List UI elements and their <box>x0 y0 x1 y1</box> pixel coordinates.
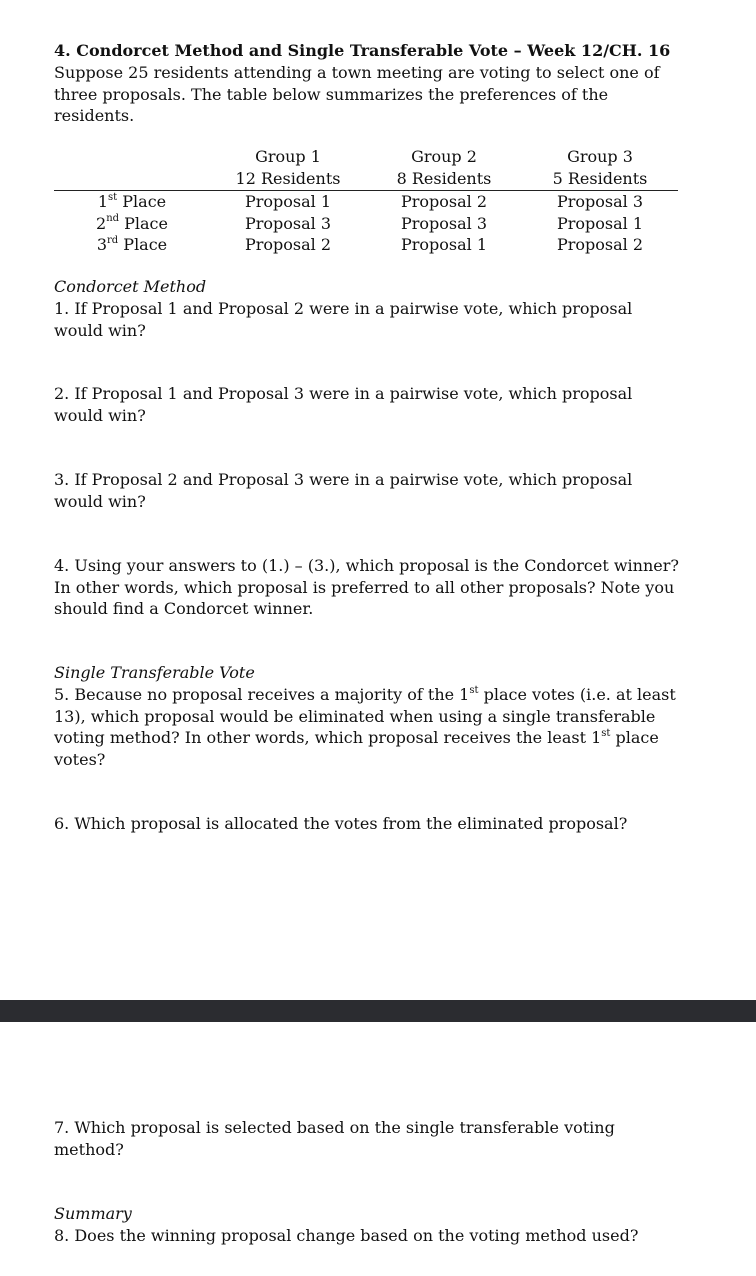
group-3-name: Group 3 <box>567 147 633 166</box>
place-label: 1st Place <box>97 191 167 211</box>
table-row <box>54 234 678 256</box>
table-cell: Proposal 3 <box>244 213 332 233</box>
condorcet-heading: Condorcet Method <box>54 277 207 296</box>
page-divider <box>0 1000 756 1022</box>
group-1-name: Group 1 <box>255 147 321 166</box>
question-8: 8. Does the winning proposal change based on the voting method used? <box>54 1226 639 1245</box>
question-5: 5. Because no proposal receives a majority of the 1st place votes (i.e. at least 13), which proposal would be eliminated when using a single transferable voting method? In other words, which proposal receives the least 1st place votes? <box>54 684 676 769</box>
preferences-table <box>54 146 678 256</box>
table-cell: Proposal 2 <box>556 235 644 254</box>
table-row <box>54 191 678 213</box>
question-3: 3. If Proposal 2 and Proposal 3 were in a pairwise vote, which proposal would win? <box>54 470 633 511</box>
table-residents-row <box>54 168 678 190</box>
stv-heading: Single Transferable Vote <box>54 663 255 682</box>
table-cell: Proposal 1 <box>400 235 488 254</box>
table-cell: Proposal 1 <box>244 192 332 211</box>
place-label: 3rd Place <box>96 234 168 254</box>
group-1-residents: 12 Residents <box>235 168 341 188</box>
table-cell: Proposal 3 <box>400 213 488 233</box>
table-cell: Proposal 3 <box>556 192 644 211</box>
table-cell: Proposal 2 <box>400 192 488 211</box>
table-cell: Proposal 2 <box>244 235 332 254</box>
question-6: 6. Which proposal is allocated the votes from the eliminated proposal? <box>54 814 628 833</box>
place-label: 2nd Place <box>96 213 168 233</box>
table-cell: Proposal 1 <box>556 213 644 233</box>
problem-intro: Suppose 25 residents attending a town meeting are voting to select one of three proposals. The table below summarizes the preferences of the residents. <box>54 63 660 125</box>
table-header-row <box>54 146 678 168</box>
question-1: 1. If Proposal 1 and Proposal 2 were in a pairwise vote, which proposal would win? <box>54 299 633 340</box>
question-4: 4. Using your answers to (1.) – (3.), which proposal is the Condorcet winner? In other words, which proposal is preferred to all other proposals? Note you should find a Condorcet winner. <box>54 556 679 618</box>
table-row <box>54 213 678 235</box>
problem-heading: 4. Condorcet Method and Single Transferable Vote – Week 12/CH. 16 <box>54 41 671 60</box>
group-2-residents: 8 Residents <box>396 168 492 188</box>
question-2: 2. If Proposal 1 and Proposal 3 were in a pairwise vote, which proposal would win? <box>54 384 633 425</box>
question-7: 7. Which proposal is selected based on the single transferable voting method? <box>54 1118 615 1159</box>
group-2-name: Group 2 <box>411 147 477 166</box>
group-3-residents: 5 Residents <box>552 168 648 188</box>
summary-heading: Summary <box>54 1204 132 1223</box>
